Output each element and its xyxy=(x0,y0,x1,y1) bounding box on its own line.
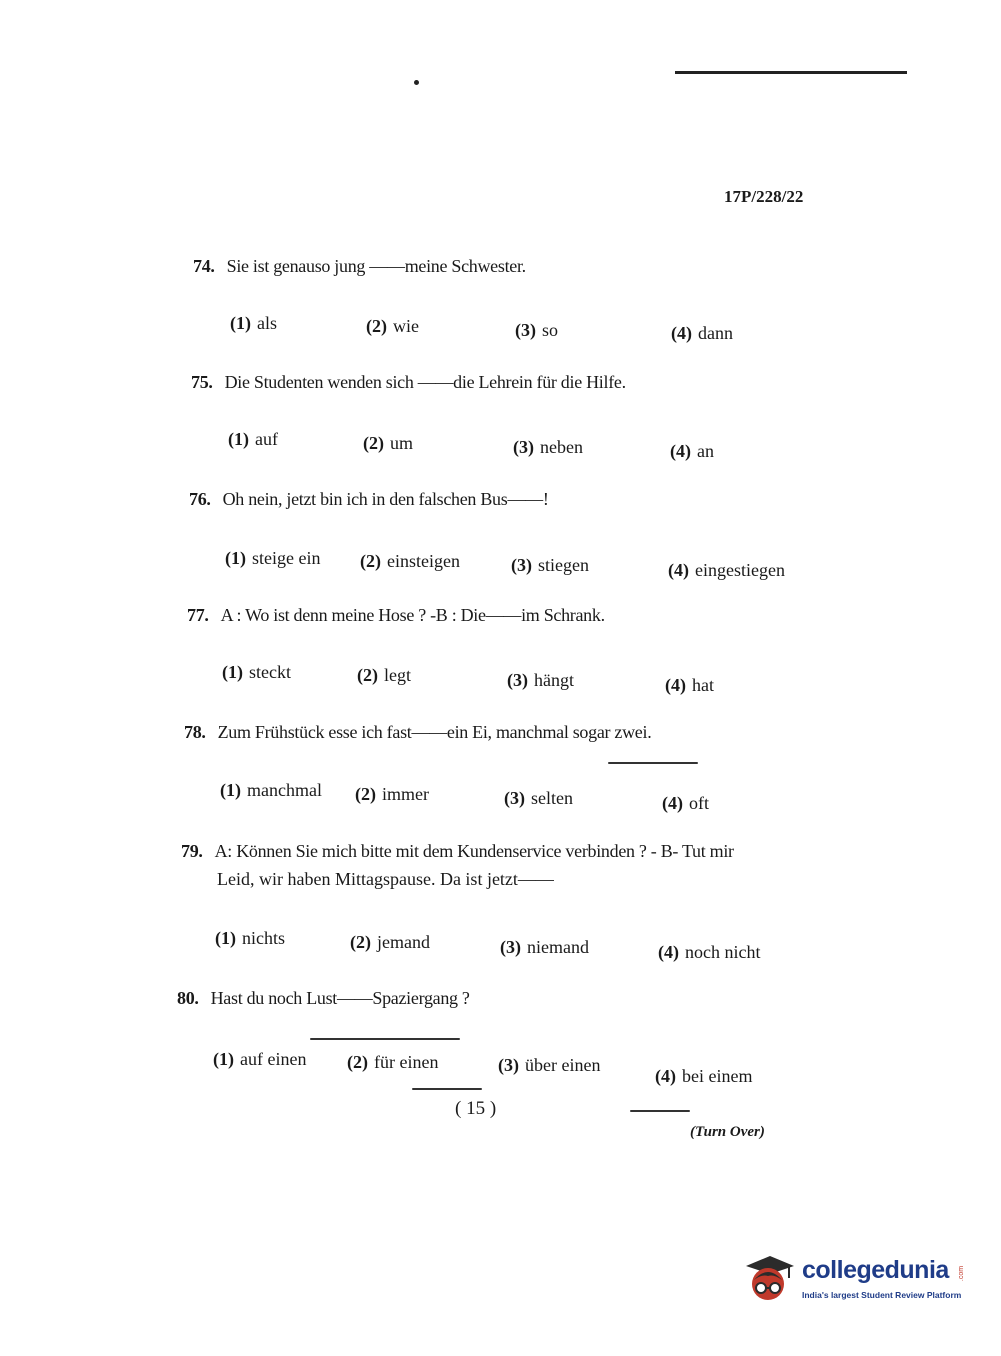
question-text: Die Studenten wenden sich ——die Lehrein für die Hilfe. xyxy=(224,372,626,392)
option: (1) auf einen xyxy=(213,1049,307,1069)
question-number: 75. xyxy=(191,372,213,392)
turn-over-note: (Turn Over) xyxy=(690,1124,765,1140)
option: (4) noch nicht xyxy=(658,942,761,962)
logo-tagline: India's largest Student Review Platform xyxy=(802,1290,962,1300)
option: (3) stiegen xyxy=(511,555,589,575)
option: (2) wie xyxy=(366,316,419,336)
question-text: Sie ist genauso jung ——meine Schwester. xyxy=(226,256,526,276)
option: (2) einsteigen xyxy=(360,551,460,571)
question-text: Oh nein, jetzt bin ich in den falschen Bus——! xyxy=(222,489,549,509)
option: (3) selten xyxy=(504,788,573,808)
paper-code: 17P/228/22 xyxy=(724,187,804,206)
top-rule xyxy=(675,71,907,74)
option: (4) an xyxy=(670,441,714,461)
option: (4) hat xyxy=(665,675,714,695)
scan-dot xyxy=(414,80,419,85)
question-text-continued: Leid, wir haben Mittagspause. Da ist jetzt—— xyxy=(217,869,554,889)
question-number: 74. xyxy=(193,256,215,276)
pen-underline xyxy=(608,762,698,764)
question-text: Zum Frühstück esse ich fast——ein Ei, manchmal sogar zwei. xyxy=(217,722,652,742)
question-text: A : Wo ist denn meine Hose ? -B : Die——im Schrank. xyxy=(220,605,605,625)
logo-suffix: .com xyxy=(958,1265,966,1282)
option: (1) manchmal xyxy=(220,780,322,800)
pen-mark xyxy=(310,1038,460,1040)
option: (1) als xyxy=(230,313,277,333)
option: (4) dann xyxy=(671,323,733,343)
pen-mark xyxy=(630,1110,690,1112)
pen-mark xyxy=(412,1088,482,1090)
option: (4) oft xyxy=(662,793,709,813)
logo-wordmark: collegedunia xyxy=(802,1256,949,1284)
option: (4) bei einem xyxy=(655,1066,753,1086)
option: (3) über einen xyxy=(498,1055,601,1075)
option: (2) um xyxy=(363,433,414,453)
page-number: ( 15 ) xyxy=(455,1098,497,1119)
option: (1) auf xyxy=(228,429,278,449)
question-text: A: Können Sie mich bitte mit dem Kundenservice verbinden ? - B- Tut mir xyxy=(214,841,734,861)
option: (2) legt xyxy=(357,665,411,685)
question-number: 80. xyxy=(177,988,199,1008)
collegedunia-watermark xyxy=(740,1248,970,1308)
question-text: Hast du noch Lust——Spaziergang ? xyxy=(210,988,470,1008)
option: (3) niemand xyxy=(500,937,589,957)
option: (1) steckt xyxy=(222,662,291,682)
option: (2) für einen xyxy=(347,1052,439,1072)
question-number: 78. xyxy=(184,722,206,742)
graduate-mascot-icon xyxy=(740,1250,796,1306)
option: (3) neben xyxy=(513,437,583,457)
option: (3) so xyxy=(515,320,559,340)
question-number: 77. xyxy=(187,605,209,625)
option: (2) jemand xyxy=(350,932,430,952)
question-number: 79. xyxy=(181,841,203,861)
option: (2) immer xyxy=(355,784,429,804)
option: (1) nichts xyxy=(215,928,285,948)
question-number: 76. xyxy=(189,489,211,509)
option: (3) hängt xyxy=(507,670,574,690)
option: (1) steige ein xyxy=(225,548,321,568)
option: (4) eingestiegen xyxy=(668,560,785,580)
